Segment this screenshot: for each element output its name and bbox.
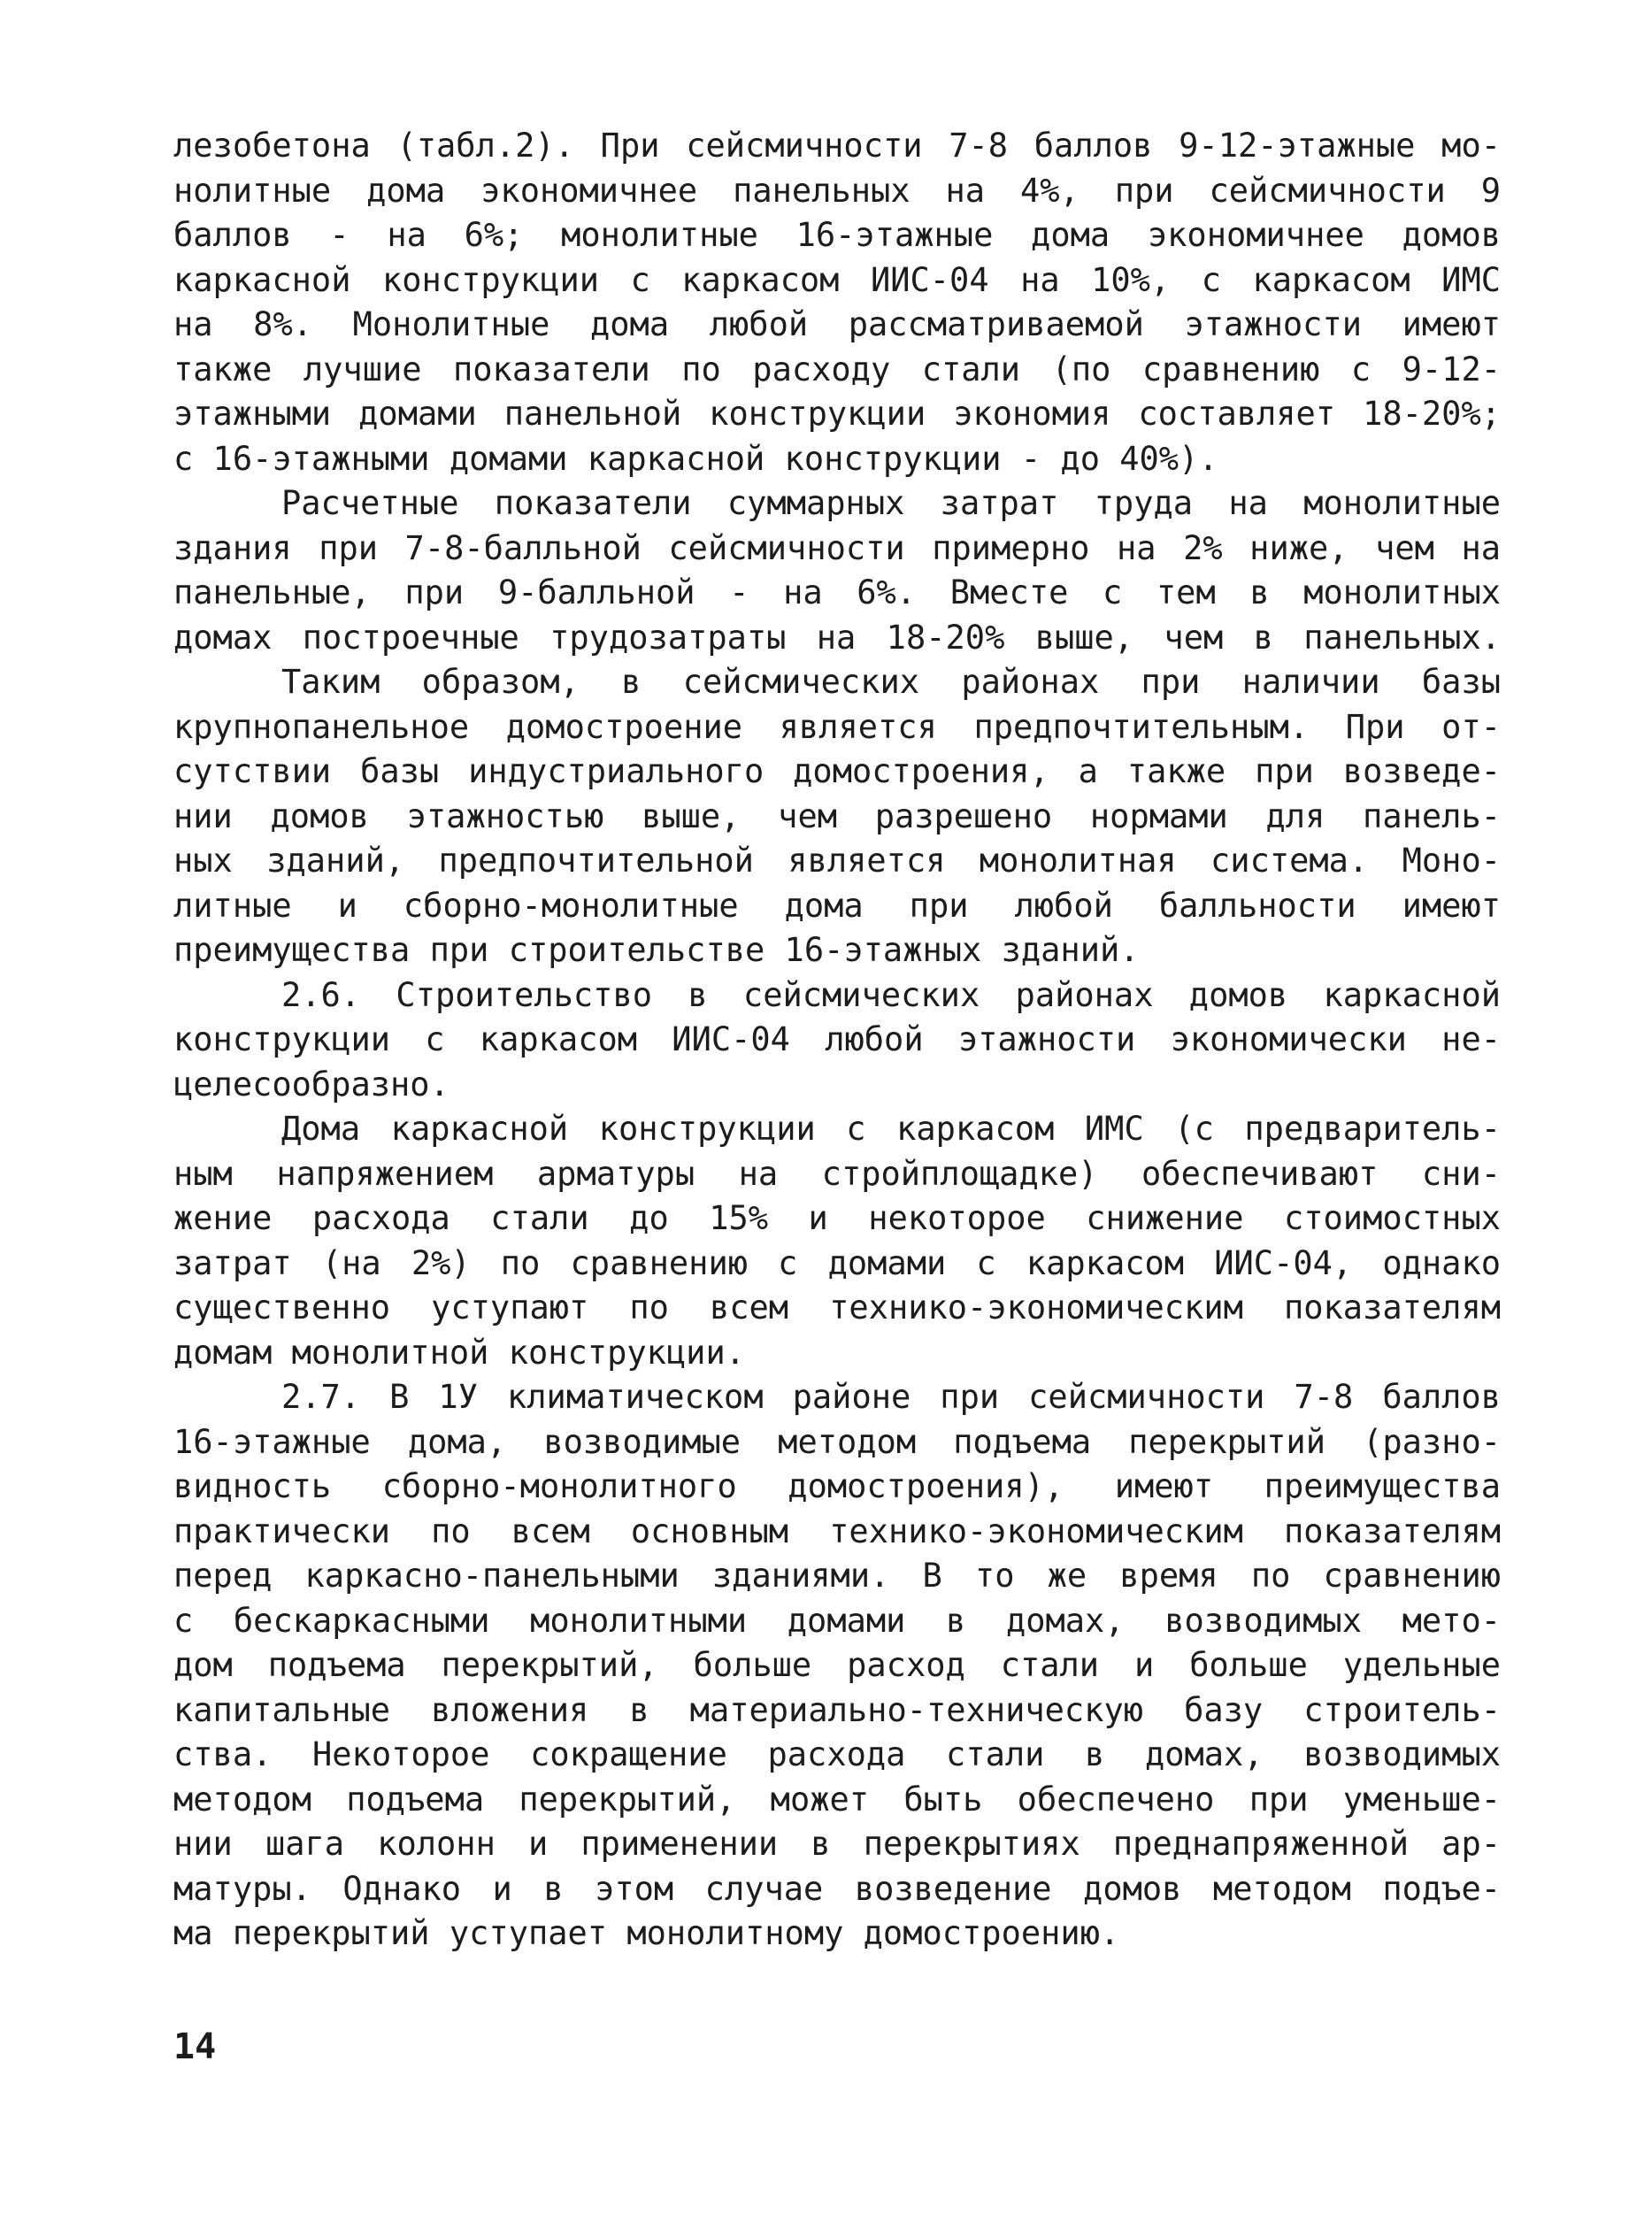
- text-line: также лучшие показатели по расходу стали (по сравнению с 9-12-: [173, 350, 1501, 388]
- text-line: с 16-этажными домами каркасной конструкции - до 40%).: [173, 439, 1218, 478]
- text-line: матуры. Однако и в этом случае возведение домов методом подъе-: [173, 1869, 1501, 1908]
- text-line: ных зданий, предпочтительной является монолитная система. Моно-: [173, 842, 1501, 880]
- text-line: Дома каркасной конструкции с каркасом ИМС (с предваритель-: [281, 1110, 1501, 1148]
- text-line: нии домов этажностью выше, чем разрешено нормами для панель-: [173, 796, 1501, 835]
- text-line: ным напряжением арматуры на стройплощадке) обеспечивают сни-: [173, 1154, 1501, 1193]
- text-line: литные и сборно-монолитные дома при любой балльности имеют: [173, 886, 1501, 925]
- page-number: 14: [173, 2027, 217, 2067]
- text-line: этажными домами панельной конструкции экономия составляет 18-20%;: [173, 395, 1501, 433]
- text-line: домам монолитной конструкции.: [173, 1333, 746, 1372]
- text-line: затрат (на 2%) по сравнению с домами с каркасом ИИС-04, однако: [173, 1243, 1501, 1282]
- text-line: существенно уступают по всем технико-экономическим показателям: [173, 1288, 1501, 1327]
- text-line: преимущества при строительстве 16-этажных зданий.: [173, 931, 1140, 969]
- text-line: на 8%. Монолитные дома любой рассматриваемой этажности имеют: [173, 305, 1501, 343]
- text-line: домах построечные трудозатраты на 18-20% выше, чем в панельных.: [173, 618, 1501, 657]
- text-line: панельные, при 9-балльной - на 6%. Вместе с тем в монолитных: [173, 573, 1501, 611]
- text-line: Таким образом, в сейсмических районах при наличии базы: [281, 663, 1501, 701]
- text-line: дом подъема перекрытий, больше расход стали и больше удельные: [173, 1646, 1501, 1684]
- text-line: здания при 7-8-балльной сейсмичности примерно на 2% ниже, чем на: [173, 528, 1501, 567]
- text-line: нии шага колонн и применении в перекрытиях преднапряженной ар-: [173, 1825, 1501, 1863]
- text-line: видность сборно-монолитного домостроения), имеют преимущества: [173, 1467, 1501, 1505]
- text-line: каркасной конструкции с каркасом ИИС-04 на 10%, с каркасом ИМС: [173, 260, 1501, 299]
- text-line: практически по всем основным технико-экономическим показателям: [173, 1511, 1501, 1550]
- text-line: ства. Некоторое сокращение расхода стали в домах, возводимых: [173, 1735, 1501, 1773]
- text-line: 2.6. Строительство в сейсмических районах домов каркасной: [281, 975, 1501, 1014]
- text-line: нолитные дома экономичнее панельных на 4%, при сейсмичности 9: [173, 171, 1501, 210]
- text-line: Расчетные показатели суммарных затрат труда на монолитные: [281, 484, 1501, 522]
- text-line: ма перекрытий уступает монолитному домостроению.: [173, 1914, 1120, 1952]
- body-text: [173, 124, 1501, 1957]
- text-line: жение расхода стали до 15% и некоторое снижение стоимостных: [173, 1199, 1501, 1237]
- text-line: целесообразно.: [173, 1065, 449, 1104]
- text-line: методом подъема перекрытий, может быть обеспечено при уменьше-: [173, 1780, 1501, 1819]
- text-line: лезобетона (табл.2). При сейсмичности 7-8 баллов 9-12-этажные мо-: [173, 127, 1501, 165]
- text-line: конструкции с каркасом ИИС-04 любой этажности экономически не-: [173, 1020, 1501, 1058]
- text-line: перед каркасно-панельными зданиями. В то же время по сравнению: [173, 1557, 1501, 1595]
- text-line: с бескаркасными монолитными домами в домах, возводимых мето-: [173, 1601, 1501, 1640]
- text-line: 2.7. В 1У климатическом районе при сейсмичности 7-8 баллов: [281, 1378, 1501, 1416]
- text-line: капитальные вложения в материально-техническую базу строитель-: [173, 1690, 1501, 1729]
- text-line: 16-этажные дома, возводимые методом подъема перекрытий (разно-: [173, 1422, 1501, 1461]
- text-line: крупнопанельное домостроение является предпочтительным. При от-: [173, 707, 1501, 746]
- text-line: сутствии базы индустриального домостроения, а также при возведе-: [173, 752, 1501, 790]
- text-line: баллов - на 6%; монолитные 16-этажные дома экономичнее домов: [173, 216, 1501, 254]
